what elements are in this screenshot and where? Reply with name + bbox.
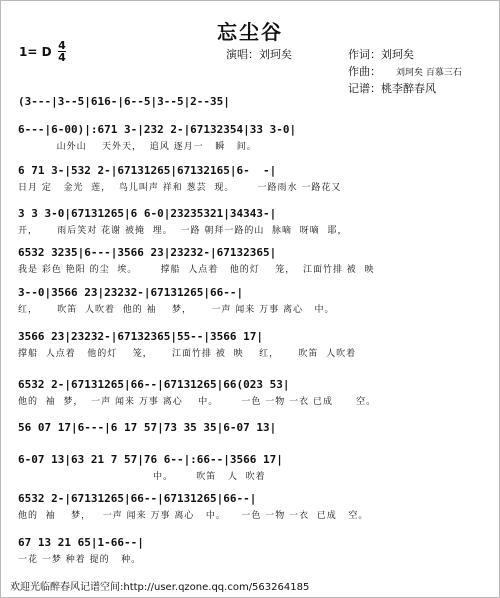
score-line-11 (18, 492, 484, 526)
singer-credit: 演唱：刘珂矣 (226, 48, 292, 61)
line-lyrics: 红， 吹笛 人吹着 他的 袖 梦， 一声 闻来 万事 离心 中。 (18, 305, 335, 315)
line-lyrics: 一花 一梦 种着 提的 种。 (18, 555, 142, 565)
score-line-5 (18, 246, 484, 280)
score-line-4 (18, 207, 484, 241)
line-lyrics: 他的 袖 梦， 一声 闻来 万事 离心 中。 一色 一物 一衣 已成 空。 (18, 397, 377, 407)
line-lyrics: 我是 彩色 艳阳 的尘 埃。 撑船 人点着 他的灯 笼， 江面竹排 被 映 (18, 265, 375, 275)
score-line-9 (18, 421, 484, 455)
score-line-2 (18, 123, 484, 157)
score-line-10 (18, 453, 484, 487)
line-notes: 6---|6-00)|:671 3-|232 2-|67132354|33 3-0| (18, 123, 297, 136)
line-notes: 3566 23|23232-|67132365|55--|3566 17| (18, 330, 264, 343)
line-lyrics: 日月 定 金光 莲， 鸟儿叫声 祥和 葱芸 现。 一路雨水 一路花又 (18, 183, 342, 193)
line-lyrics: 开， 雨后笑对 花谢 被掩 埋。 一路 朝拜一路的山 脉嘀 呀嘀 耶， (18, 226, 348, 236)
score-line-12 (18, 536, 484, 570)
line-notes: 6-07 13|63 21 7 57|76 6--|:66--|3566 17| (18, 453, 283, 466)
line-notes: 6532 3235|6---|3566 23|23232-|67132365| (18, 246, 277, 259)
line-notes: 6 71 3-|532 2-|67131265|67132165|6- -| (18, 164, 277, 177)
score-line-3 (18, 164, 484, 198)
time-signature-bottom: 4 (58, 51, 66, 64)
line-notes: (3---|3--5|616-|6--5|3--5|2--35| (18, 95, 230, 108)
time-signature-top: 4 (58, 39, 66, 52)
line-notes: 67 13 21 65|1-66--| (18, 536, 144, 549)
score-line-8 (18, 378, 484, 412)
composer-credit: 刘珂矣 百慕三石 (396, 68, 462, 78)
footer-link-text: 欢迎光临醉春风记谱空间:http://user.qzone.qq.com/563264185 (10, 582, 310, 593)
lyricist-credit: 作词：刘珂矣 (348, 48, 414, 61)
score-line-7 (18, 330, 484, 364)
score-line-6 (18, 286, 484, 320)
line-lyrics: 撑船 人点着 他的灯 笼， 江面竹排 被 映 红， 吹笛 人吹着 (18, 349, 357, 359)
line-notes: 6532 2-|67131265|66--|67131265|66--| (18, 492, 257, 505)
transcriber-credit: 记谱：桃李醉春风 (348, 82, 436, 95)
line-notes: 3--0|3566 23|23232-|67131265|66--| (18, 286, 244, 299)
line-notes: 3 3 3-0|67131265|6 6-0|23235321|34343-| (18, 207, 277, 220)
time-signature (58, 40, 66, 63)
song-title: 忘尘谷 (217, 20, 283, 44)
key-signature: 1= D (19, 45, 52, 59)
line-lyrics: 中。 吹笛 人 吹着 (18, 472, 266, 482)
composer-label: 作曲： (348, 65, 381, 78)
line-notes: 56 07 17|6---|6 17 57|73 35 35|6-07 13| (18, 421, 277, 434)
line-lyrics: 山外山 天外天， 追风 逐月一 瞬 间。 (18, 142, 257, 152)
line-notes: 6532 2-|67131265|66--|67131265|66(023 53| (18, 378, 290, 391)
line-lyrics: 他的 袖 梦， 一声 闻来 万事 离心 中。 一色 一物 一衣 已成 空。 (18, 511, 369, 521)
